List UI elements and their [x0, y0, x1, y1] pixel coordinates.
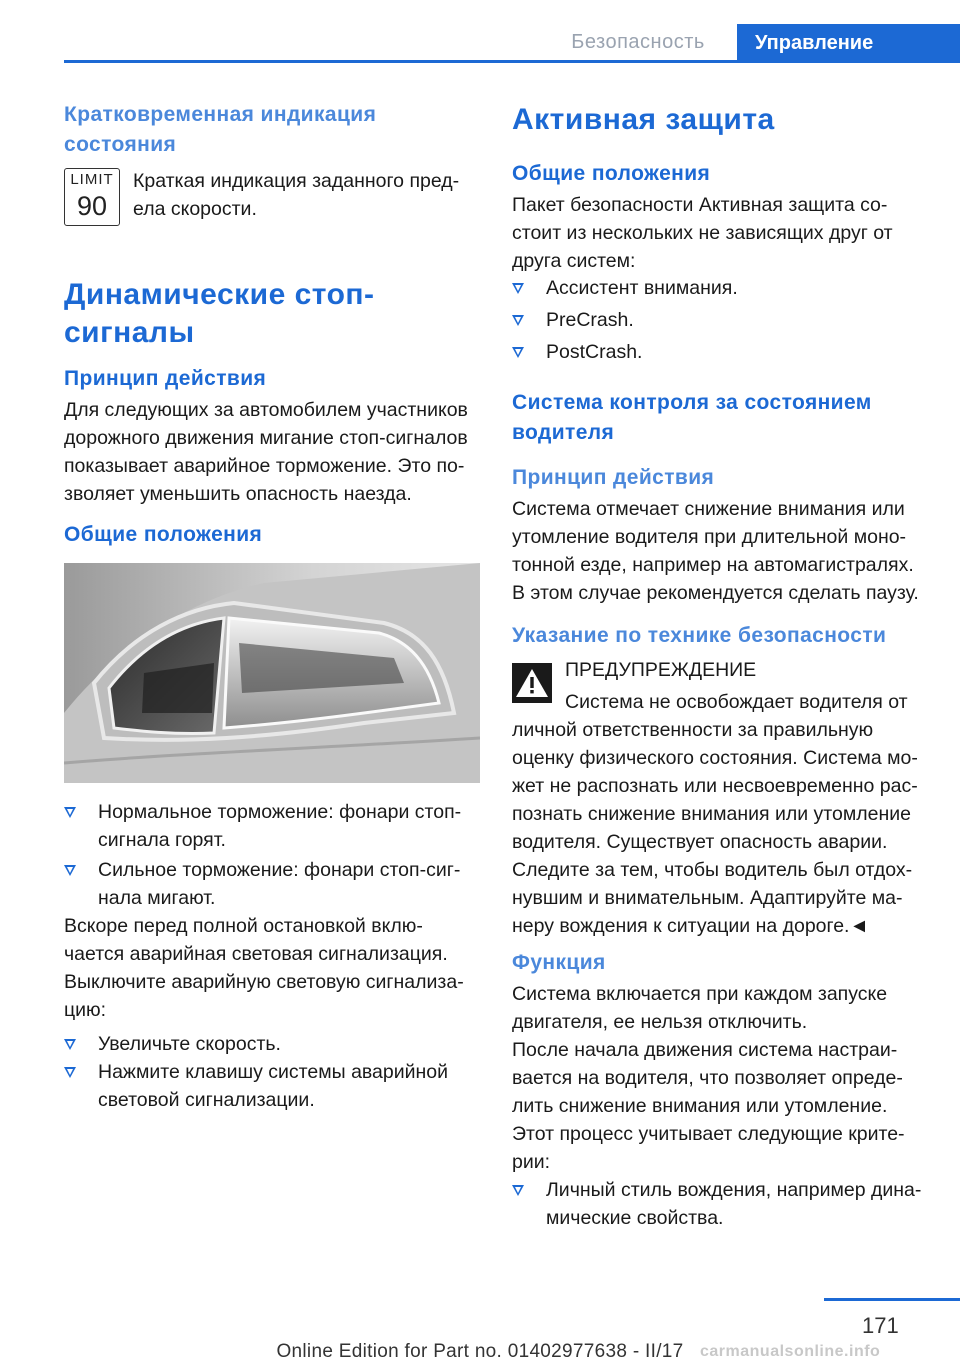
bullet-triangle-icon — [512, 283, 524, 294]
heading-function: Функция — [512, 951, 606, 974]
general-text-right: Пакет безопасности Активная защита со- стоит из нескольких не зависящих друг от друга систем: — [512, 194, 893, 272]
heading-safety-note: Указание по технике безопасности — [512, 624, 887, 647]
heading-active-protection: Активная защита — [512, 103, 775, 136]
bullet-triangle-icon — [512, 1185, 524, 1196]
heading-driver-monitor: Система контроля за состоянием водителя — [512, 391, 872, 444]
hazard-auto-text: Вскоре перед полной остановкой вклю- чается аварийная световая сигнализация. — [64, 915, 448, 965]
bullet-triangle-icon — [64, 1067, 76, 1078]
page-number-rule — [824, 1298, 960, 1301]
warning-icon — [512, 663, 552, 703]
bullet-triangle-icon — [64, 807, 76, 818]
warning-first-line: Система не освобождает водителя от — [565, 691, 908, 713]
heading-principle-right: Принцип действия — [512, 466, 715, 489]
function-text-1: Система включается при каждом запуске двигателя, ее нельзя отключить. — [512, 983, 888, 1033]
warning-text: личной ответственности за правильную оценку физического состояния. Система мо- жет не распознать или несвоевременно рас- познать снижение внимания или утомление водителя. Существует опасность аварии. Следите за тем, чтобы водитель был отдох- нувшим и внимательным. Адаптируйте ма- неру вождения к ситуации на дороге.◄ — [512, 719, 918, 937]
heading-dynamic-brake-lights: Динамические стоп- сигналы — [64, 278, 375, 349]
heading-principle-left: Принцип действия — [64, 367, 267, 390]
warning-title: ПРЕДУПРЕЖДЕНИЕ — [565, 659, 757, 681]
bullet-triangle-icon — [64, 1039, 76, 1050]
speed-limit-icon: LIMIT 90 — [64, 168, 120, 226]
principle-text-left: Для следующих за автомобилем участников дорожного движения мигание стоп-сигналов показывает аварийное торможение. Это по- зволяет уменьшить опасность наезда. — [64, 399, 468, 505]
tab-control[interactable]: Управление — [737, 24, 960, 63]
header-rule — [64, 60, 960, 63]
heading-general-right: Общие положения — [512, 162, 711, 185]
brief-indication-text: Краткая индикация заданного пред- ела скорости. — [133, 170, 460, 220]
heading-general-left: Общие положения — [64, 523, 263, 546]
tail-light-image — [64, 563, 480, 783]
bullet-triangle-icon — [512, 315, 524, 326]
bullet-triangle-icon — [512, 347, 524, 358]
tab-safety[interactable]: Безопасность — [540, 24, 736, 60]
principle-text-right: Система отмечает снижение внимания или утомление водителя при длительной моно- тонной езде, например на автомагистралях. В этом случае рекомендуется сделать паузу. — [512, 498, 919, 604]
function-text-3: Этот процесс учитывает следующие крите- рии: — [512, 1123, 905, 1173]
watermark: carmanualsonline.info — [700, 1343, 881, 1360]
page-number: 171 — [862, 1313, 899, 1338]
bullet-triangle-icon — [64, 865, 76, 876]
heading-brief-indication: Кратковременная индикация состояния — [64, 103, 377, 156]
function-text-2: После начала движения система настраи- вается на водителя, что позволяет опреде- лить снижение внимания или утомление. — [512, 1039, 903, 1117]
edition-footer: Online Edition for Part no. 01402977638 - II/17 — [276, 1341, 684, 1362]
hazard-off-text: Выключите аварийную световую сигнализа- цию: — [64, 971, 464, 1021]
